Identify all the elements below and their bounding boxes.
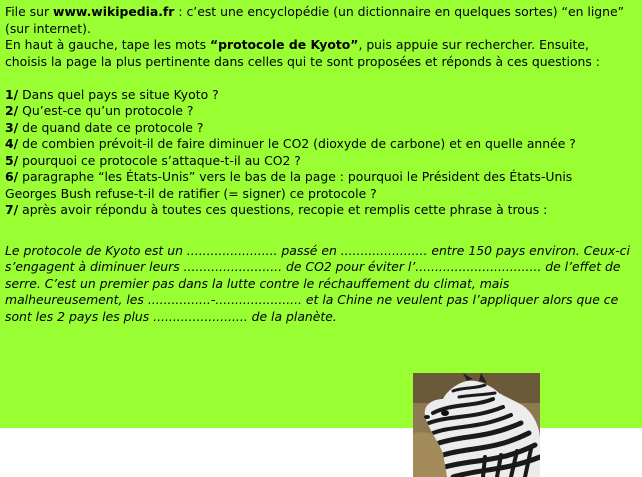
question-text: Dans quel pays se situe Kyoto ? bbox=[18, 86, 219, 102]
intro-line-2: (sur internet). bbox=[5, 20, 91, 36]
fill-line-4: malheureusement, les ................-...................... et la Chine ne veulent pas l’appliquer alors que ce bbox=[5, 292, 619, 307]
intro-line-1 bbox=[5, 4, 637, 21]
question-6 bbox=[5, 169, 637, 186]
zebra-photo bbox=[413, 373, 540, 477]
question-text: Qu’est-ce qu’un protocole ? bbox=[18, 103, 194, 118]
question-number: 5/ bbox=[5, 152, 19, 168]
intro-line-4: choisis la page la plus pertinente dans celles qui te sont proposées et réponds à ces questions : bbox=[5, 53, 600, 69]
intro-text: , puis appuie sur rechercher. Ensuite, bbox=[358, 37, 589, 52]
spacer bbox=[5, 219, 637, 243]
question-text: Georges Bush refuse-t-il de ratifier (= signer) ce protocole ? bbox=[5, 185, 377, 201]
fill-line-3: serre. C’est un premier pas dans la lutte contre le réchauffement du climat, mais bbox=[5, 275, 510, 291]
question-number: 3/ bbox=[5, 119, 19, 135]
question-text: de combien prévoit-il de faire diminuer le CO2 (dioxyde de carbone) et en quelle année ? bbox=[18, 136, 576, 151]
intro-text: : c’est une encyclopédie (un dictionnaire en quelques sortes) “en ligne” bbox=[174, 4, 625, 19]
spacer bbox=[5, 70, 637, 87]
zebra-image bbox=[413, 373, 540, 477]
question-text: pourquoi ce protocole s’attaque-t-il au CO2 ? bbox=[18, 152, 301, 168]
question-number: 2/ bbox=[5, 103, 19, 118]
fill-line-1: Le protocole de Kyoto est un ....................... passé en ...................... entre 150 pays environ. Ceux-ci bbox=[5, 242, 630, 258]
question-1 bbox=[5, 87, 637, 104]
intro-text: File sur bbox=[5, 4, 54, 19]
intro-text: En haut à gauche, tape les mots bbox=[5, 37, 210, 52]
question-number: 7/ bbox=[5, 202, 19, 217]
question-text: après avoir répondu à toutes ces questions, recopie et remplis cette phrase à trous : bbox=[18, 202, 548, 217]
site-name: www.wikipedia.fr bbox=[53, 4, 175, 19]
question-7 bbox=[5, 202, 637, 219]
question-2 bbox=[5, 103, 637, 120]
question-text: de quand date ce protocole ? bbox=[18, 119, 204, 135]
question-5 bbox=[5, 153, 637, 170]
question-3 bbox=[5, 120, 637, 137]
question-number: 1/ bbox=[5, 86, 19, 102]
search-keywords: “protocole de Kyoto” bbox=[209, 37, 359, 52]
question-4 bbox=[5, 136, 637, 153]
question-number: 6/ bbox=[5, 169, 19, 184]
worksheet-text bbox=[5, 4, 637, 325]
fill-line-2: s’engagent à diminuer leurs ......................... de CO2 pour éviter l’................................ de l’effet de bbox=[5, 259, 621, 274]
intro-line-3 bbox=[5, 37, 637, 54]
question-6-cont bbox=[5, 186, 637, 203]
question-text: paragraphe “les États-Unis” vers le bas de la page : pourquoi le Président des États-Unis bbox=[18, 169, 573, 184]
fill-line-5: sont les 2 pays les plus ........................ de la planète. bbox=[5, 308, 337, 324]
question-number: 4/ bbox=[5, 136, 19, 151]
